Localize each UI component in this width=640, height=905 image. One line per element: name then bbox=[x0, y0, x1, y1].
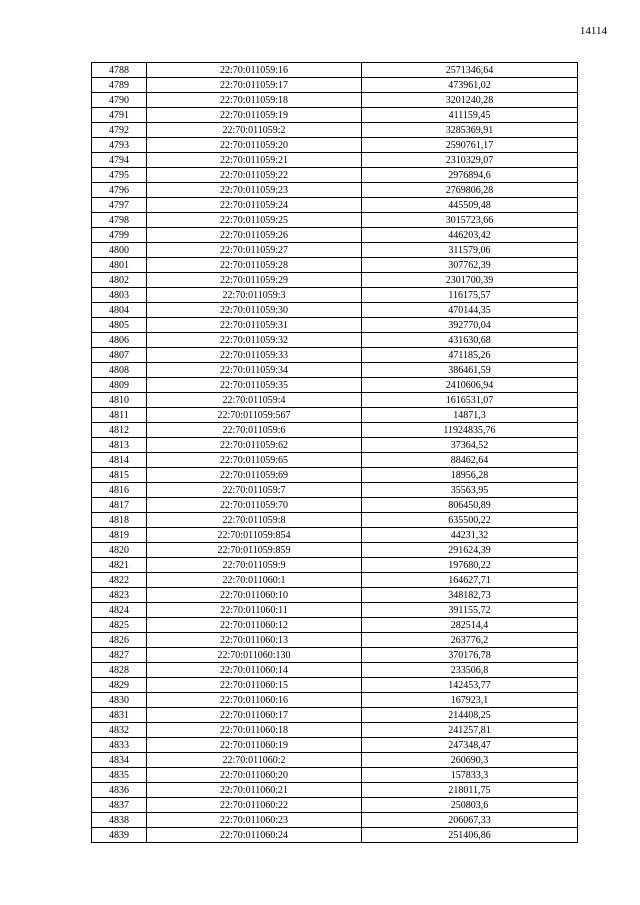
cadastral-number-cell: 22:70:011060:14 bbox=[147, 663, 362, 678]
row-number-cell: 4811 bbox=[92, 408, 147, 423]
table-row bbox=[92, 753, 578, 768]
value-cell: 3015723,66 bbox=[362, 213, 578, 228]
row-number-cell: 4830 bbox=[92, 693, 147, 708]
cadastral-number-cell: 22:70:011059:16 bbox=[147, 63, 362, 78]
table-row bbox=[92, 138, 578, 153]
value-cell: 164627,71 bbox=[362, 573, 578, 588]
cadastral-number-cell: 22:70:011059:17 bbox=[147, 78, 362, 93]
table-row bbox=[92, 828, 578, 843]
cadastral-number-cell: 22:70:011059:4 bbox=[147, 393, 362, 408]
table-row bbox=[92, 153, 578, 168]
table-row bbox=[92, 168, 578, 183]
table-row bbox=[92, 288, 578, 303]
row-number-cell: 4833 bbox=[92, 738, 147, 753]
cadastral-number-cell: 22:70:011059:20 bbox=[147, 138, 362, 153]
cadastral-number-cell: 22:70:011060:10 bbox=[147, 588, 362, 603]
cadastral-number-cell: 22:70:011060:23 bbox=[147, 813, 362, 828]
row-number-cell: 4832 bbox=[92, 723, 147, 738]
cadastral-number-cell: 22:70:011059:8 bbox=[147, 513, 362, 528]
row-number-cell: 4807 bbox=[92, 348, 147, 363]
row-number-cell: 4831 bbox=[92, 708, 147, 723]
table-row bbox=[92, 198, 578, 213]
value-cell: 3285369,91 bbox=[362, 123, 578, 138]
cadastral-number-cell: 22:70:011059:62 bbox=[147, 438, 362, 453]
cadastral-number-cell: 22:70:011059:25 bbox=[147, 213, 362, 228]
table-row bbox=[92, 618, 578, 633]
cadastral-number-cell: 22:70:011059:27 bbox=[147, 243, 362, 258]
cadastral-number-cell: 22:70:011060:1 bbox=[147, 573, 362, 588]
value-cell: 218011,75 bbox=[362, 783, 578, 798]
table-row bbox=[92, 318, 578, 333]
row-number-cell: 4809 bbox=[92, 378, 147, 393]
value-cell: 247348,47 bbox=[362, 738, 578, 753]
table-row bbox=[92, 708, 578, 723]
row-number-cell: 4815 bbox=[92, 468, 147, 483]
row-number-cell: 4796 bbox=[92, 183, 147, 198]
table-row bbox=[92, 648, 578, 663]
row-number-cell: 4835 bbox=[92, 768, 147, 783]
cadastral-number-cell: 22:70:011060:22 bbox=[147, 798, 362, 813]
cadastral-number-cell: 22:70:011059:70 bbox=[147, 498, 362, 513]
value-cell: 14871,3 bbox=[362, 408, 578, 423]
table-body bbox=[92, 63, 578, 843]
row-number-cell: 4803 bbox=[92, 288, 147, 303]
row-number-cell: 4812 bbox=[92, 423, 147, 438]
table-row bbox=[92, 798, 578, 813]
value-cell: 446203,42 bbox=[362, 228, 578, 243]
row-number-cell: 4826 bbox=[92, 633, 147, 648]
value-cell: 1616531,07 bbox=[362, 393, 578, 408]
table-row bbox=[92, 513, 578, 528]
row-number-cell: 4816 bbox=[92, 483, 147, 498]
value-cell: 2571346,64 bbox=[362, 63, 578, 78]
row-number-cell: 4836 bbox=[92, 783, 147, 798]
value-cell: 635500,22 bbox=[362, 513, 578, 528]
row-number-cell: 4805 bbox=[92, 318, 147, 333]
cadastral-number-cell: 22:70:011059:23 bbox=[147, 183, 362, 198]
table-row bbox=[92, 543, 578, 558]
row-number-cell: 4788 bbox=[92, 63, 147, 78]
table-row bbox=[92, 303, 578, 318]
row-number-cell: 4837 bbox=[92, 798, 147, 813]
row-number-cell: 4798 bbox=[92, 213, 147, 228]
cadastral-number-cell: 22:70:011059:34 bbox=[147, 363, 362, 378]
cadastral-number-cell: 22:70:011059:33 bbox=[147, 348, 362, 363]
cadastral-number-cell: 22:70:011060:11 bbox=[147, 603, 362, 618]
value-cell: 37364,52 bbox=[362, 438, 578, 453]
row-number-cell: 4838 bbox=[92, 813, 147, 828]
cadastral-number-cell: 22:70:011059:65 bbox=[147, 453, 362, 468]
value-cell: 471185,26 bbox=[362, 348, 578, 363]
table-row bbox=[92, 393, 578, 408]
table-row bbox=[92, 603, 578, 618]
value-cell: 470144,35 bbox=[362, 303, 578, 318]
value-cell: 263776,2 bbox=[362, 633, 578, 648]
row-number-cell: 4821 bbox=[92, 558, 147, 573]
row-number-cell: 4792 bbox=[92, 123, 147, 138]
cadastral-number-cell: 22:70:011059:2 bbox=[147, 123, 362, 138]
table-row bbox=[92, 678, 578, 693]
table-row bbox=[92, 528, 578, 543]
row-number-cell: 4797 bbox=[92, 198, 147, 213]
table-row bbox=[92, 273, 578, 288]
table-row bbox=[92, 468, 578, 483]
row-number-cell: 4804 bbox=[92, 303, 147, 318]
value-cell: 411159,45 bbox=[362, 108, 578, 123]
row-number-cell: 4820 bbox=[92, 543, 147, 558]
value-cell: 2310329,07 bbox=[362, 153, 578, 168]
value-cell: 260690,3 bbox=[362, 753, 578, 768]
table-row bbox=[92, 573, 578, 588]
cadastral-number-cell: 22:70:011059:6 bbox=[147, 423, 362, 438]
table-row bbox=[92, 633, 578, 648]
table-row bbox=[92, 258, 578, 273]
table-row bbox=[92, 438, 578, 453]
row-number-cell: 4824 bbox=[92, 603, 147, 618]
row-number-cell: 4823 bbox=[92, 588, 147, 603]
value-cell: 391155,72 bbox=[362, 603, 578, 618]
row-number-cell: 4827 bbox=[92, 648, 147, 663]
row-number-cell: 4810 bbox=[92, 393, 147, 408]
row-number-cell: 4802 bbox=[92, 273, 147, 288]
cadastral-number-cell: 22:70:011060:16 bbox=[147, 693, 362, 708]
cadastral-number-cell: 22:70:011060:21 bbox=[147, 783, 362, 798]
row-number-cell: 4839 bbox=[92, 828, 147, 843]
table-row bbox=[92, 378, 578, 393]
cadastral-number-cell: 22:70:011059:854 bbox=[147, 528, 362, 543]
cadastral-number-cell: 22:70:011059:859 bbox=[147, 543, 362, 558]
row-number-cell: 4808 bbox=[92, 363, 147, 378]
value-cell: 157833,3 bbox=[362, 768, 578, 783]
cadastral-value-table bbox=[91, 62, 578, 843]
table-row bbox=[92, 408, 578, 423]
cadastral-number-cell: 22:70:011060:19 bbox=[147, 738, 362, 753]
table-row bbox=[92, 243, 578, 258]
row-number-cell: 4790 bbox=[92, 93, 147, 108]
row-number-cell: 4828 bbox=[92, 663, 147, 678]
cadastral-number-cell: 22:70:011059:35 bbox=[147, 378, 362, 393]
value-cell: 251406,86 bbox=[362, 828, 578, 843]
value-cell: 214408,25 bbox=[362, 708, 578, 723]
value-cell: 2301700,39 bbox=[362, 273, 578, 288]
row-number-cell: 4834 bbox=[92, 753, 147, 768]
cadastral-number-cell: 22:70:011060:20 bbox=[147, 768, 362, 783]
value-cell: 2769806,28 bbox=[362, 183, 578, 198]
table-row bbox=[92, 588, 578, 603]
cadastral-number-cell: 22:70:011059:567 bbox=[147, 408, 362, 423]
cadastral-number-cell: 22:70:011060:18 bbox=[147, 723, 362, 738]
value-cell: 311579,06 bbox=[362, 243, 578, 258]
row-number-cell: 4791 bbox=[92, 108, 147, 123]
table-row bbox=[92, 483, 578, 498]
cadastral-number-cell: 22:70:011060:24 bbox=[147, 828, 362, 843]
row-number-cell: 4789 bbox=[92, 78, 147, 93]
cadastral-number-cell: 22:70:011059:7 bbox=[147, 483, 362, 498]
value-cell: 348182,73 bbox=[362, 588, 578, 603]
row-number-cell: 4794 bbox=[92, 153, 147, 168]
value-cell: 250803,6 bbox=[362, 798, 578, 813]
cadastral-number-cell: 22:70:011059:24 bbox=[147, 198, 362, 213]
value-cell: 44231,32 bbox=[362, 528, 578, 543]
value-cell: 2590761,17 bbox=[362, 138, 578, 153]
value-cell: 206067,33 bbox=[362, 813, 578, 828]
value-cell: 2976894,6 bbox=[362, 168, 578, 183]
table-row bbox=[92, 348, 578, 363]
row-number-cell: 4825 bbox=[92, 618, 147, 633]
table-row bbox=[92, 663, 578, 678]
value-cell: 18956,28 bbox=[362, 468, 578, 483]
cadastral-number-cell: 22:70:011059:32 bbox=[147, 333, 362, 348]
value-cell: 2410606,94 bbox=[362, 378, 578, 393]
table-row bbox=[92, 768, 578, 783]
value-cell: 473961,02 bbox=[362, 78, 578, 93]
value-cell: 35563,95 bbox=[362, 483, 578, 498]
table-row bbox=[92, 123, 578, 138]
value-cell: 142453,77 bbox=[362, 678, 578, 693]
table-row bbox=[92, 183, 578, 198]
value-cell: 445509,48 bbox=[362, 198, 578, 213]
value-cell: 197680,22 bbox=[362, 558, 578, 573]
row-number-cell: 4818 bbox=[92, 513, 147, 528]
cadastral-number-cell: 22:70:011060:130 bbox=[147, 648, 362, 663]
row-number-cell: 4817 bbox=[92, 498, 147, 513]
row-number-cell: 4800 bbox=[92, 243, 147, 258]
table-row bbox=[92, 333, 578, 348]
row-number-cell: 4795 bbox=[92, 168, 147, 183]
cadastral-number-cell: 22:70:011059:22 bbox=[147, 168, 362, 183]
cadastral-number-cell: 22:70:011059:9 bbox=[147, 558, 362, 573]
value-cell: 392770,04 bbox=[362, 318, 578, 333]
value-cell: 167923,1 bbox=[362, 693, 578, 708]
cadastral-number-cell: 22:70:011059:21 bbox=[147, 153, 362, 168]
row-number-cell: 4801 bbox=[92, 258, 147, 273]
cadastral-number-cell: 22:70:011059:19 bbox=[147, 108, 362, 123]
table-row bbox=[92, 813, 578, 828]
table-row bbox=[92, 498, 578, 513]
cadastral-number-cell: 22:70:011059:31 bbox=[147, 318, 362, 333]
page-number: 14114 bbox=[579, 25, 607, 37]
table-row bbox=[92, 363, 578, 378]
cadastral-number-cell: 22:70:011059:28 bbox=[147, 258, 362, 273]
value-cell: 241257,81 bbox=[362, 723, 578, 738]
row-number-cell: 4814 bbox=[92, 453, 147, 468]
value-cell: 11924835,76 bbox=[362, 423, 578, 438]
cadastral-number-cell: 22:70:011059:30 bbox=[147, 303, 362, 318]
table-row bbox=[92, 213, 578, 228]
value-cell: 307762,39 bbox=[362, 258, 578, 273]
table-row bbox=[92, 693, 578, 708]
cadastral-number-cell: 22:70:011059:18 bbox=[147, 93, 362, 108]
table-row bbox=[92, 423, 578, 438]
value-cell: 233506,8 bbox=[362, 663, 578, 678]
value-cell: 3201240,28 bbox=[362, 93, 578, 108]
row-number-cell: 4819 bbox=[92, 528, 147, 543]
value-cell: 431630,68 bbox=[362, 333, 578, 348]
table-row bbox=[92, 93, 578, 108]
cadastral-number-cell: 22:70:011060:2 bbox=[147, 753, 362, 768]
cadastral-number-cell: 22:70:011059:3 bbox=[147, 288, 362, 303]
value-cell: 282514,4 bbox=[362, 618, 578, 633]
table-row bbox=[92, 108, 578, 123]
table-row bbox=[92, 738, 578, 753]
row-number-cell: 4829 bbox=[92, 678, 147, 693]
value-cell: 116175,57 bbox=[362, 288, 578, 303]
table-row bbox=[92, 228, 578, 243]
value-cell: 291624,39 bbox=[362, 543, 578, 558]
cadastral-number-cell: 22:70:011059:29 bbox=[147, 273, 362, 288]
row-number-cell: 4793 bbox=[92, 138, 147, 153]
cadastral-number-cell: 22:70:011060:12 bbox=[147, 618, 362, 633]
row-number-cell: 4806 bbox=[92, 333, 147, 348]
value-cell: 806450,89 bbox=[362, 498, 578, 513]
row-number-cell: 4822 bbox=[92, 573, 147, 588]
value-cell: 370176,78 bbox=[362, 648, 578, 663]
cadastral-number-cell: 22:70:011060:15 bbox=[147, 678, 362, 693]
row-number-cell: 4813 bbox=[92, 438, 147, 453]
table-row bbox=[92, 783, 578, 798]
cadastral-number-cell: 22:70:011060:13 bbox=[147, 633, 362, 648]
value-cell: 386461,59 bbox=[362, 363, 578, 378]
table-row bbox=[92, 453, 578, 468]
table-row bbox=[92, 63, 578, 78]
cadastral-number-cell: 22:70:011059:69 bbox=[147, 468, 362, 483]
table-row bbox=[92, 78, 578, 93]
cadastral-number-cell: 22:70:011060:17 bbox=[147, 708, 362, 723]
table-row bbox=[92, 558, 578, 573]
cadastral-number-cell: 22:70:011059:26 bbox=[147, 228, 362, 243]
value-cell: 88462,64 bbox=[362, 453, 578, 468]
row-number-cell: 4799 bbox=[92, 228, 147, 243]
table-row bbox=[92, 723, 578, 738]
